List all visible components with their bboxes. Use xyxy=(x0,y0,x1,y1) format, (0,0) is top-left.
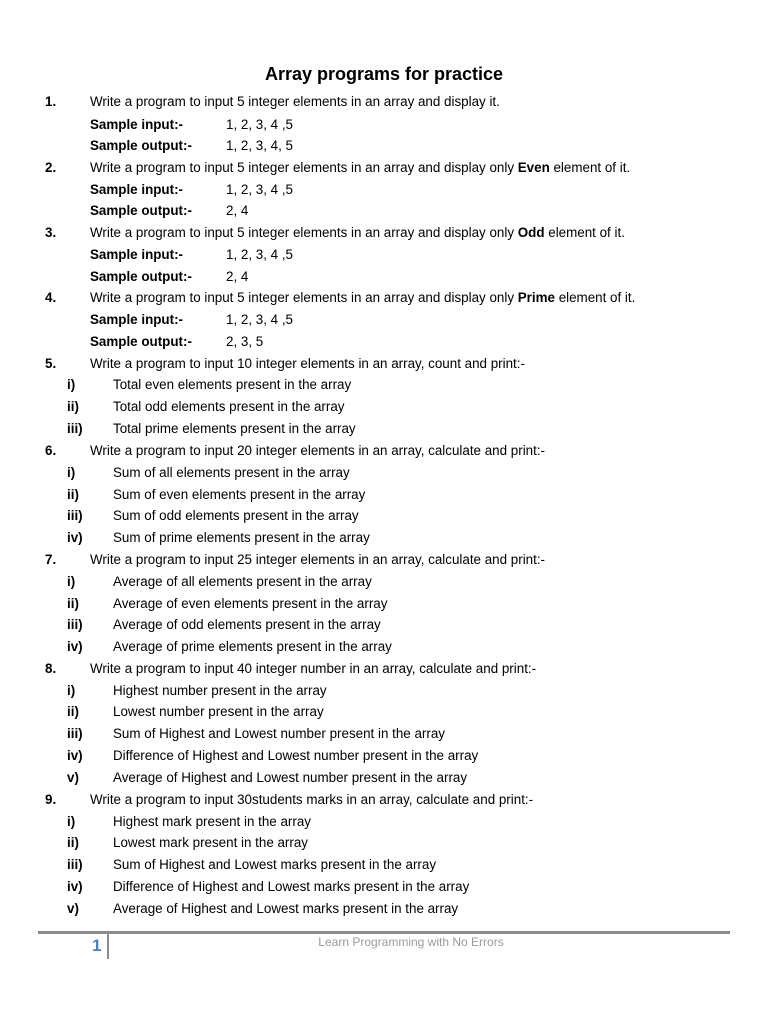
sub-item xyxy=(0,571,740,593)
sub-item-number: ii) xyxy=(67,399,79,414)
question-2 xyxy=(0,157,740,179)
sub-item xyxy=(0,527,740,549)
question-4 xyxy=(0,287,740,309)
sub-item-number: ii) xyxy=(67,835,79,850)
sub-item-text: Average of odd elements present in the array xyxy=(113,617,381,632)
sub-item-text: Highest number present in the array xyxy=(113,683,327,698)
question-number: 3. xyxy=(45,225,57,240)
sample-output-label: Sample output:- xyxy=(90,203,192,218)
sub-item-text: Sum of Highest and Lowest number present in the array xyxy=(113,726,445,741)
sub-item-number: iv) xyxy=(67,639,83,654)
sub-item-text: Average of all elements present in the array xyxy=(113,574,372,589)
sample-output-value: 2, 4 xyxy=(226,269,249,284)
question-text: Write a program to input 10 integer elements in an array, count and print:- xyxy=(90,356,525,371)
question-number: 5. xyxy=(45,356,57,371)
sample-output-label: Sample output:- xyxy=(90,138,192,153)
sub-item-text: Difference of Highest and Lowest marks present in the array xyxy=(113,879,470,894)
sample-input-label: Sample input:- xyxy=(90,117,183,132)
sample-input-label: Sample input:- xyxy=(90,247,183,262)
page-number: 1 xyxy=(92,936,102,955)
sub-item xyxy=(0,745,740,767)
sub-item-number: i) xyxy=(67,377,76,392)
question-text-part: Write a program to input 5 integer elements in an array and display only xyxy=(90,290,518,305)
question-text xyxy=(90,157,630,179)
sub-item-text: Total odd elements present in the array xyxy=(113,399,345,414)
sub-item xyxy=(0,462,740,484)
sub-item xyxy=(0,898,740,920)
sub-item xyxy=(0,374,740,396)
question-number: 8. xyxy=(45,661,57,676)
sample-input-row xyxy=(0,179,740,201)
sub-item-text: Average of Highest and Lowest number present in the array xyxy=(113,770,468,785)
sub-item-text: Lowest number present in the array xyxy=(113,704,324,719)
question-6 xyxy=(0,440,740,462)
sub-item-text: Difference of Highest and Lowest number present in the array xyxy=(113,748,479,763)
sub-item-text: Average of prime elements present in the array xyxy=(113,639,392,654)
sample-output-row xyxy=(0,135,740,157)
sample-input-row xyxy=(0,114,740,136)
question-8 xyxy=(0,658,740,680)
sample-input-row xyxy=(0,244,740,266)
sub-item-number: v) xyxy=(67,901,79,916)
question-number: 2. xyxy=(45,160,57,175)
sub-item-number: i) xyxy=(67,465,76,480)
question-9 xyxy=(0,789,740,811)
sub-item-number: iii) xyxy=(67,508,83,523)
question-number: 9. xyxy=(45,792,57,807)
question-text-part: Write a program to input 5 integer elements in an array and display only xyxy=(90,160,518,175)
sub-item-text: Highest mark present in the array xyxy=(113,814,311,829)
sub-item xyxy=(0,723,740,745)
sample-output-row xyxy=(0,200,740,222)
question-number: 7. xyxy=(45,552,57,567)
question-number: 1. xyxy=(45,94,57,109)
sample-output-value: 2, 3, 5 xyxy=(226,334,264,349)
sub-item-text: Average of Highest and Lowest marks present in the array xyxy=(113,901,459,916)
question-text: Write a program to input 5 integer elements in an array and display it. xyxy=(90,94,500,109)
sub-item-text: Sum of prime elements present in the array xyxy=(113,530,370,545)
question-text: Write a program to input 30students marks in an array, calculate and print:- xyxy=(90,792,534,807)
question-text-part: Write a program to input 5 integer elements in an array and display only xyxy=(90,225,518,240)
sub-item-number: iv) xyxy=(67,530,83,545)
sub-item xyxy=(0,505,740,527)
sample-input-value: 1, 2, 3, 4 ,5 xyxy=(226,312,293,327)
sub-item-number: ii) xyxy=(67,704,79,719)
sub-item-number: ii) xyxy=(67,596,79,611)
sub-item xyxy=(0,593,740,615)
sub-item-number: iii) xyxy=(67,421,83,436)
question-keyword: Odd xyxy=(517,225,545,240)
question-7 xyxy=(0,549,740,571)
sub-item-number: iii) xyxy=(67,857,83,872)
sample-input-value: 1, 2, 3, 4 ,5 xyxy=(226,182,293,197)
sub-item-text: Lowest mark present in the array xyxy=(113,835,308,850)
footer-divider xyxy=(38,931,730,934)
sample-output-label: Sample output:- xyxy=(90,269,192,284)
question-5 xyxy=(0,353,740,375)
question-number: 6. xyxy=(45,443,57,458)
question-keyword: Even xyxy=(517,160,550,175)
question-text-part: element of it. xyxy=(544,225,625,240)
sub-item-text: Sum of Highest and Lowest marks present in the array xyxy=(113,857,437,872)
question-text: Write a program to input 20 integer elements in an array, calculate and print:- xyxy=(90,443,546,458)
sub-item xyxy=(0,680,740,702)
sub-item xyxy=(0,396,740,418)
sub-item-number: iii) xyxy=(67,726,83,741)
sub-item-text: Average of even elements present in the array xyxy=(113,596,388,611)
sample-output-row xyxy=(0,266,740,288)
sample-input-value: 1, 2, 3, 4 ,5 xyxy=(226,247,293,262)
sub-item xyxy=(0,854,740,876)
question-text: Write a program to input 25 integer elements in an array, calculate and print:- xyxy=(90,552,546,567)
page-title: Array programs for practice xyxy=(264,64,504,84)
question-text xyxy=(90,287,635,309)
sub-item-number: iv) xyxy=(67,748,83,763)
sub-item-number: iv) xyxy=(67,879,83,894)
question-text: Write a program to input 40 integer number in an array, calculate and print:- xyxy=(90,661,537,676)
sub-item-number: v) xyxy=(67,770,79,785)
sub-item xyxy=(0,636,740,658)
sub-item-text: Sum of all elements present in the array xyxy=(113,465,350,480)
question-keyword: Prime xyxy=(517,290,555,305)
footer-text: Learn Programming with No Errors xyxy=(318,935,504,949)
question-text xyxy=(90,222,625,244)
sample-output-value: 2, 4 xyxy=(226,203,249,218)
sub-item-text: Total prime elements present in the array xyxy=(113,421,356,436)
sample-input-label: Sample input:- xyxy=(90,182,183,197)
question-text-part: element of it. xyxy=(549,160,631,175)
sub-item-text: Sum of even elements present in the array xyxy=(113,487,366,502)
sample-input-row xyxy=(0,309,740,331)
sub-item xyxy=(0,484,740,506)
sub-item xyxy=(0,701,740,723)
question-text-part: element of it. xyxy=(554,290,636,305)
sub-item xyxy=(0,811,740,833)
sub-item-text: Sum of odd elements present in the array xyxy=(113,508,359,523)
sub-item-text: Total even elements present in the array xyxy=(113,377,352,392)
sub-item xyxy=(0,876,740,898)
sub-item xyxy=(0,767,740,789)
sample-input-value: 1, 2, 3, 4 ,5 xyxy=(226,117,293,132)
sub-item xyxy=(0,832,740,854)
sub-item-number: i) xyxy=(67,814,76,829)
sample-output-value: 1, 2, 3, 4, 5 xyxy=(226,138,293,153)
sample-input-label: Sample input:- xyxy=(90,312,183,327)
sample-output-row xyxy=(0,331,740,353)
sub-item-number: ii) xyxy=(67,487,79,502)
sample-output-label: Sample output:- xyxy=(90,334,192,349)
sub-item-number: iii) xyxy=(67,617,83,632)
question-1 xyxy=(0,91,740,113)
question-number: 4. xyxy=(45,290,57,305)
sub-item-number: i) xyxy=(67,574,76,589)
sub-item xyxy=(0,418,740,440)
question-3 xyxy=(0,222,740,244)
sub-item xyxy=(0,614,740,636)
sub-item-number: i) xyxy=(67,683,76,698)
